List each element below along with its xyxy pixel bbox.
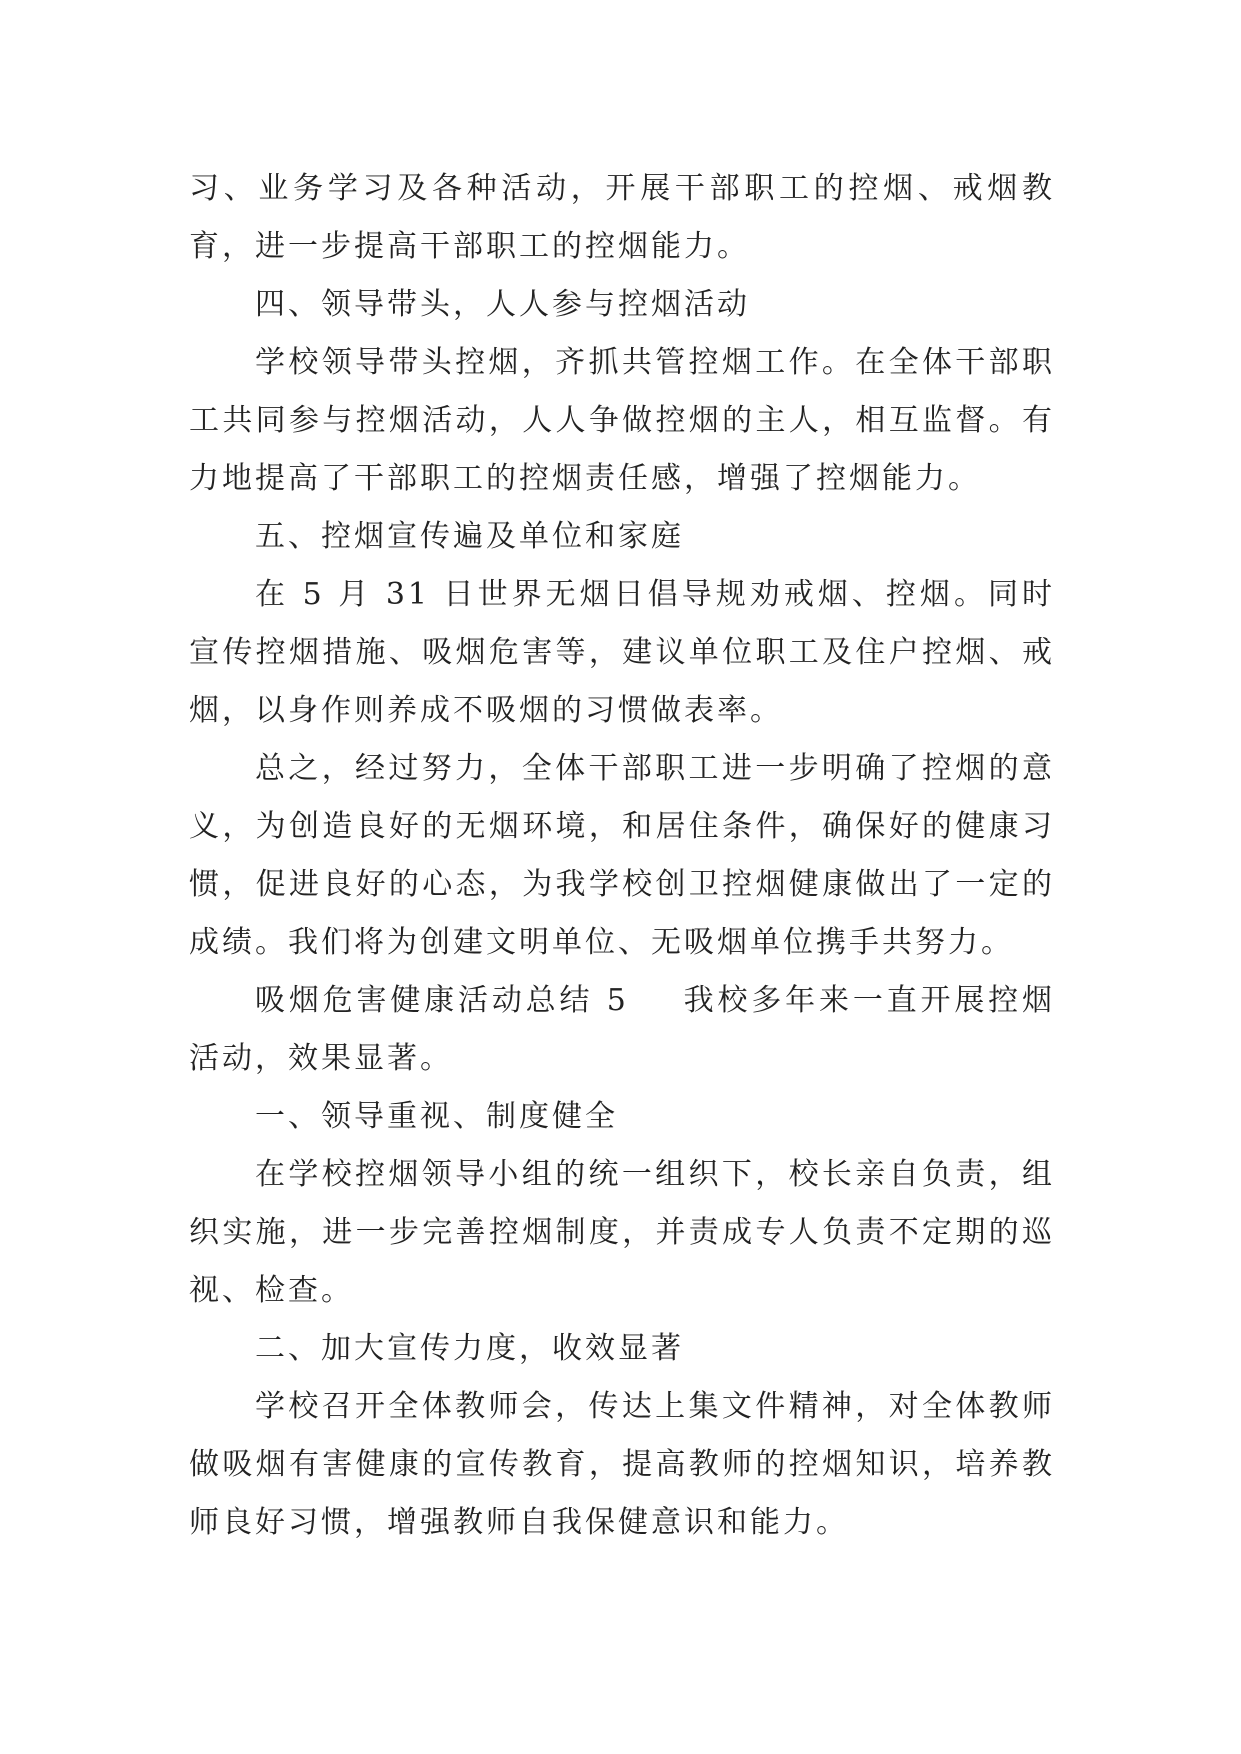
paragraph-leadership: 学校领导带头控烟，齐抓共管控烟工作。在全体干部职工共同参与控烟活动，人人争做控烟的主人，相互监督。有力地提高了干部职工的控烟责任感，增强了控烟能力。 (189, 345, 1055, 496)
paragraph-summary: 总之，经过努力，全体干部职工进一步明确了控烟的意义，为创造良好的无烟环境，和居住条件，确保好的健康习惯，促进良好的心态，为我学校创卫控烟健康做出了一定的成绩。我们将为创建文明单位、无吸烟单位携手共努力。 (189, 751, 1055, 960)
section-heading-four: 四、领导带头，人人参与控烟活动 (255, 287, 750, 322)
paragraph-organization: 在学校控烟领导小组的统一组织下，校长亲自负责，组织实施，进一步完善控烟制度，并责成专人负责不定期的巡视、检查。 (189, 1157, 1055, 1308)
paragraph-teacher-meeting: 学校召开全体教师会，传达上集文件精神，对全体教师做吸烟有害健康的宣传教育，提高教师的控烟知识，培养教师良好习惯，增强教师自我保健意识和能力。 (189, 1389, 1055, 1540)
summary-five-title: 吸烟危害健康活动总结 5 (255, 983, 629, 1018)
paragraph-continued: 习、业务学习及各种活动，开展干部职工的控烟、戒烟教育，进一步提高干部职工的控烟能力。 (189, 171, 1055, 264)
section-heading-five: 五、控烟宣传遍及单位和家庭 (255, 519, 684, 554)
paragraph-no-tobacco-day: 在 5 月 31 日世界无烟日倡导规劝戒烟、控烟。同时宣传控烟措施、吸烟危害等，建议单位职工及住户控烟、戒烟，以身作则养成不吸烟的习惯做表率。 (189, 577, 1055, 728)
section-heading-one: 一、领导重视、制度健全 (255, 1099, 618, 1134)
paragraph-summary-five (189, 972, 1055, 1088)
section-heading-two: 二、加大宣传力度，收效显著 (255, 1331, 684, 1366)
document-body (189, 160, 1055, 1552)
summary-five-body: 我校多年来一直开展控烟活动，效果显著。 (189, 983, 1055, 1076)
